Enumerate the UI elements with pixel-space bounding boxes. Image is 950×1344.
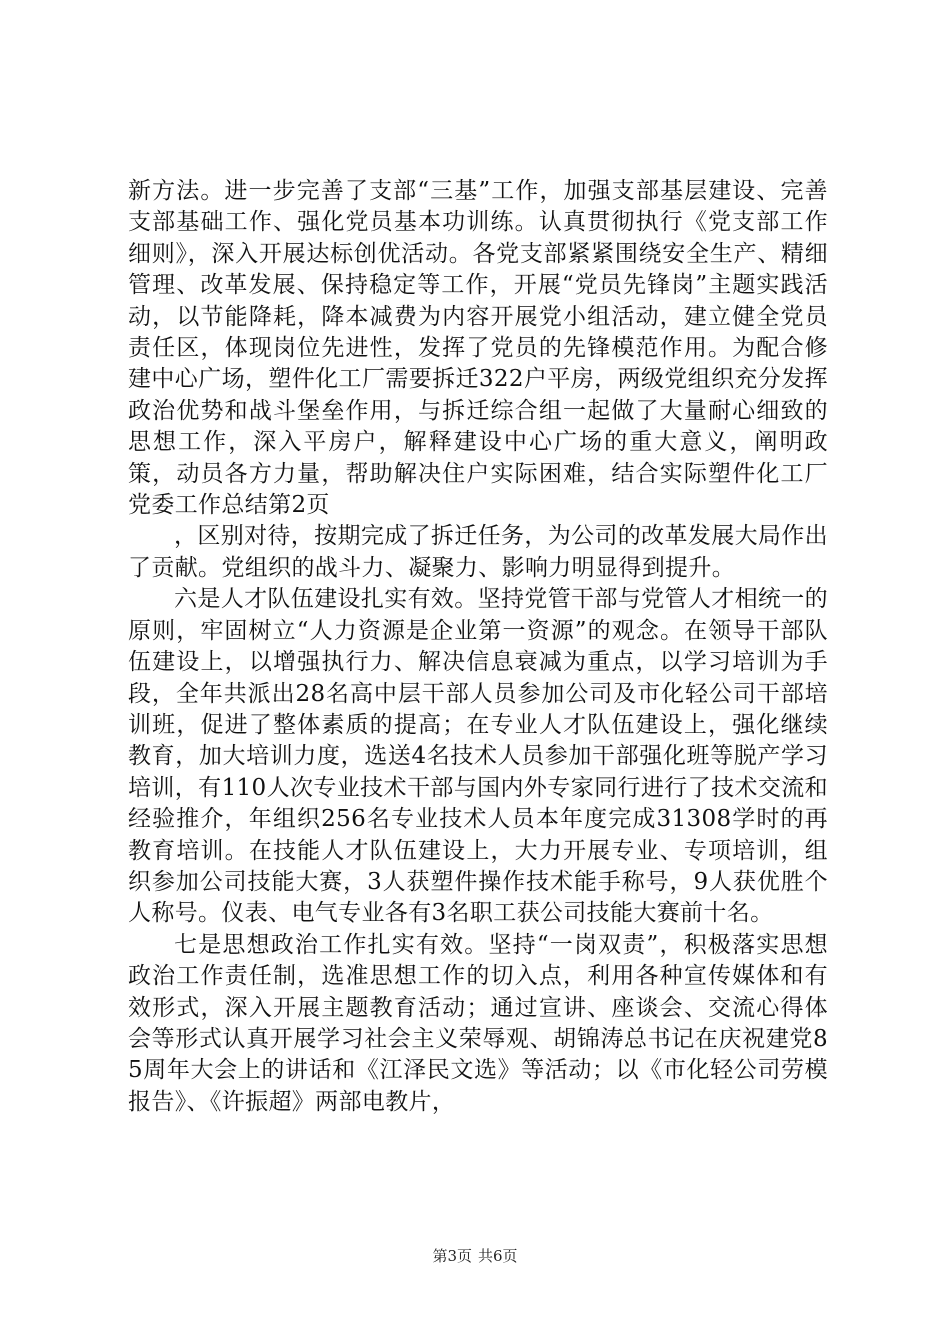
page-number: 第3页 <box>432 1247 472 1265</box>
paragraph-talent-team: 六是人才队伍建设扎实有效。坚持党管干部与党管人才相统一的原则，牢固树立“人力资源是企业第一资源”的观念。在领导干部队伍建设上，以增强执行力、解决信息衰减为重点，以学习培训为手段，全年共派出28名高中层干部人员参加公司及市化轻公司干部培训班，促进了整体素质的提高；在专业人才队伍建设上，强化继续教育，加大培训力度，选送4名技术人员参加干部强化班等脱产学习培训，有110人次专业技术干部与国内外专家同行进行了技术交流和经验推介，年组织256名专业技术人员本年度完成31308学时的再教育培训。在技能人才队伍建设上，大力开展专业、专项培训，组织参加公司技能大赛，3人获塑件操作技术能手称号，9人获优胜个人称号。仪表、电气专业各有3名职工获公司技能大赛前十名。 <box>128 586 828 927</box>
paragraph-demolition-result: ，区别对待，按期完成了拆迁任务，为公司的改革发展大局作出了贡献。党组织的战斗力、凝聚力、影响力明显得到提升。 <box>128 523 828 581</box>
document-body <box>128 176 828 1118</box>
paragraph-ideological-work: 七是思想政治工作扎实有效。坚持“一岗双责”，积极落实思想政治工作责任制，选准思想工作的切入点，利用各种宣传媒体和有效形式，深入开展主题教育活动；通过宣讲、座谈会、交流心得体会等形式认真开展学习社会主义荣辱观、胡锦涛总书记在庆祝建党85周年大会上的讲话和《江泽民文选》等活动；以《市化轻公司劳模报告》、《许振超》两部电教片， <box>128 931 828 1115</box>
page-footer <box>0 1246 950 1266</box>
page-total: 共6页 <box>478 1247 518 1265</box>
paragraph-continuation: 新方法。进一步完善了支部“三基”工作，加强支部基层建设、完善支部基础工作、强化党员基本功训练。认真贯彻执行《党支部工作细则》，深入开展达标创优活动。各党支部紧紧围绕安全生产、精细管理、改革发展、保持稳定等工作，开展“党员先锋岗”主题实践活动，以节能降耗，降本减费为内容开展党小组活动，建立健全党员责任区，体现岗位先进性，发挥了党员的先锋模范作用。为配合修建中心广场，塑件化工厂需要拆迁322户平房，两级党组织充分发挥政治优势和战斗堡垒作用，与拆迁综合组一起做了大量耐心细致的思想工作，深入平房户，解释建设中心广场的重大意义，阐明政策，动员各方力量，帮助解决住户实际困难，结合实际塑件化工厂党委工作总结第2页 <box>128 178 828 519</box>
